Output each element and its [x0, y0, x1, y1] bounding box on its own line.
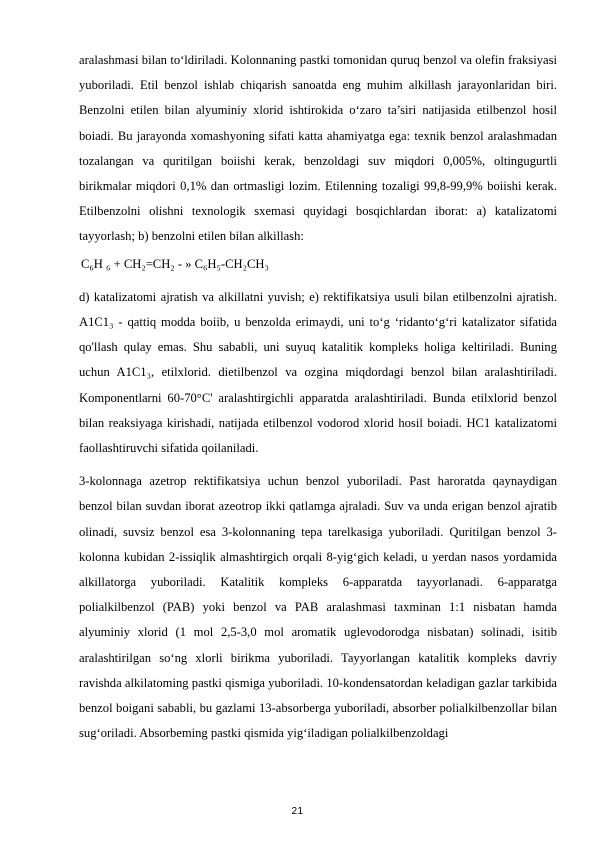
document-page — [79, 48, 557, 746]
reaction-formula: C₆H ₆ + CH₂=CH₂ - » C₆H₅-CH₂CH₃ — [81, 256, 269, 271]
page-number: 21 — [291, 806, 304, 817]
paragraph-catalyst-preparation: d) katalizatomi ajratish va alkillatni yuvish; e) rektifikatsiya usuli bilan etilbenzolni ajratish. A1C1₃ - qattiq modda boiib, u benzolda erimaydi, uni to‘g ‘ridanto‘g‘ri katalizator sifatida qo'llash qulay emas. Shu sababli, uni suyuq katalitik kompleks holiga keltiriladi. Buning uchun A1C1₃, etilxlorid. dietilbenzol va ozgina miqdordagi benzol bilan aralashtiriladi. Komponentlarni 60-70°C' aralashtirgichli apparatda aralashtiriladi. Bunda etilxlorid benzol bilan reaksiyaga kirishadi, natijada etilbenzol vodorod xlorid hosil boiadi. HC1 katalizatomi faollashtiruvchi sifatida qoilaniladi. — [79, 289, 557, 456]
paragraph-alkylation-intro: aralashmasi bilan to‘ldiriladi. Kolonnaning pastki tomonidan quruq benzol va olefin fraksiyasi yuboriladi. Etil benzol ishlab chiqarish sanoatda eng muhim alkillash jarayonlaridan biri. Benzolni etilen bilan alyuminiy xlorid ishtirokida o‘zaro ta’siri natijasida etilbenzol hosil boiadi. Bu jarayonda xomashyoning sifati katta ahamiyatga ega: texnik benzol aralashmadan tozalangan va quritilgan boiishi kerak, benzoldagi suv miqdori 0,005%, oltingugurtli birikmalar miqdori 0,1% dan ortmasligi lozim. Etilenning tozaligi 99,8-99,9% boiishi kerak. Etilbenzolni olishni texnologik sxemasi quyidagi bosqichlardan iborat: a) katalizatomi tayyorlash; b) benzolni etilen bilan alkillash: — [79, 53, 557, 244]
paragraph-azeotropic-rectification: 3-kolonnaga azetrop rektifikatsiya uchun benzol yuboriladi. Past haroratda qaynaydigan benzol bilan suvdan iborat azeotrop ikki qatlamga ajraladi. Suv va unda erigan benzol ajratib olinadi, suvsiz benzol esa 3-kolonnaning tepa tarelkasiga yuboriladi. Quritilgan benzol 3-kolonna kubidan 2-issiqlik almashtirgich orqali 8-yig‘gich keladi, u yerdan nasos yordamida alkillatorga yuboriladi. Katalitik kompleks 6-apparatda tayyorlanadi. 6-apparatga polialkilbenzol (PAB) yoki benzol va PAB aralashmasi taxminan 1:1 nisbatan hamda alyuminiy xlorid (1 mol 2,5-3,0 mol aromatik uglevodorodga nisbatan) solinadi, isitib aralashtirilgan so‘ng xlorli birikma yuboriladi. Tayyorlangan katalitik kompleks davriy ravishda alkilatoming pastki qismiga yuboriladi. 10-kondensatordan keladigan gazlar tarkibida benzol boigani sababli, bu gazlami 13-absorberga yuboriladi, absorber polialkilbenzollar bilan sug‘oriladi. Absorbeming pastki qismida yig‘iladigan polialkilbenzoldagi — [79, 474, 557, 741]
